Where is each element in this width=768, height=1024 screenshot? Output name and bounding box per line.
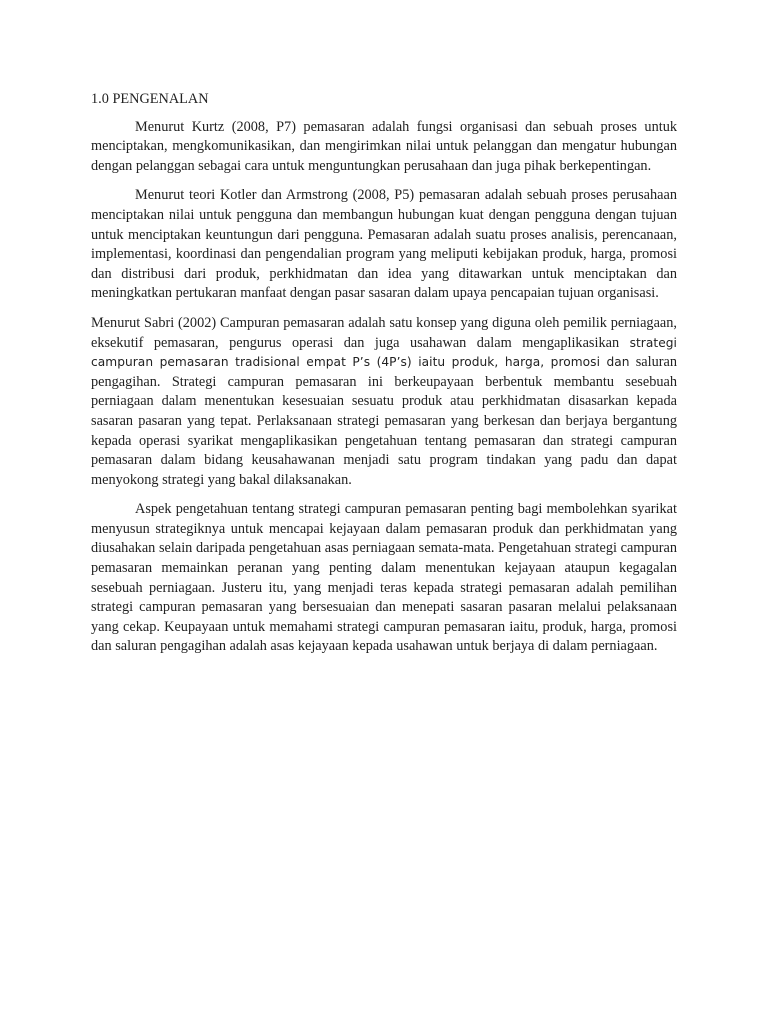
body-paragraph bbox=[91, 500, 677, 657]
paragraph-container bbox=[91, 118, 677, 657]
paragraph-text-segment: strategi campuran pemasaran tradisional empat P’s (4P’s) iaitu produk, harga, promosi dan bbox=[91, 335, 677, 370]
paragraph-text-segment: Aspek pengetahuan tentang strategi campuran pemasaran penting bagi membolehkan syarikat menyusun strategiknya untuk mencapai kejayaan dalam pemasaran produk dan perkhidmatan yang diusahakan selain daripada pengetahuan asas perniagaan semata-mata. Pengetahuan strategi campuran pemasaran memainkan peranan yang penting dalam menentukan kejayaan ataupun kegagalan sesebuah perniagaan. Justeru itu, yang menjadi teras kepada strategi pemasaran adalah pemilihan strategi campuran pemasaran yang bersesuaian dan menepati sasaran pasaran melalui pelaksanaan yang cekap. Keupayaan untuk memahami strategi campuran pemasaran iaitu, produk, harga, promosi dan saluran pengagihan adalah asas kejayaan kepada usahawan untuk berjaya di dalam perniagaan. bbox=[91, 501, 677, 655]
paragraph-text-segment: Menurut Sabri (2002) Campuran pemasaran adalah satu konsep yang diguna oleh pemilik perniagaan, eksekutif pemasaran, pengurus operasi dan juga usahawan dalam mengaplikasikan bbox=[91, 314, 677, 351]
paragraph-text-segment: Menurut Kurtz (2008, P7) pemasaran adalah fungsi organisasi dan sebuah proses untuk menciptakan, mengkomunikasikan, dan mengirimkan nilai untuk pelanggan dan mengatur hubungan dengan pelanggan sebagai cara untuk menguntungkan perusahaan dan juga pihak berkepentingan. bbox=[91, 118, 677, 174]
paragraph-text-segment: saluran pengagihan. Strategi campuran pemasaran ini berkeupayaan berbentuk membantu sesebuah perniagaan dalam menentukan kesesuaian sesuatu produk atau perkhidmatan disasarkan kepada sasaran pasaran yang tepat. Perlaksanaan strategi pemasaran yang berkesan dan berjaya bergantung kepada operasi syarikat mengaplikasikan pengetahuan tentang pemasaran dan strategi campuran pemasaran dalam bidang keusahawanan menjadi satu program tindakan yang padu dan dapat menyokong strategi yang bakal dilaksanakan. bbox=[91, 354, 677, 488]
paragraph-text-segment: Menurut teori Kotler dan Armstrong (2008, P5) pemasaran adalah sebuah proses perusahaan menciptakan nilai untuk pengguna dan membangun hubungan kuat dengan pengguna dengan tujuan untuk menciptakan keuntungun dari pengguna. Pemasaran adalah suatu proses analisis, perencanaan, implementasi, koordinasi dan pengendalian program yang meliputi kebijakan produk, harga, promosi dan distribusi dari produk, perkhidmatan dan idea yang ditawarkan untuk menciptakan dan meningkatkan pertukaran manfaat dengan pasar sasaran dalam upaya pencapaian tujuan organisasi. bbox=[91, 187, 677, 302]
section-heading: 1.0 PENGENALAN bbox=[91, 91, 209, 107]
body-paragraph bbox=[91, 314, 677, 490]
body-paragraph bbox=[91, 186, 677, 304]
document-page bbox=[91, 90, 677, 667]
body-paragraph bbox=[91, 118, 677, 177]
